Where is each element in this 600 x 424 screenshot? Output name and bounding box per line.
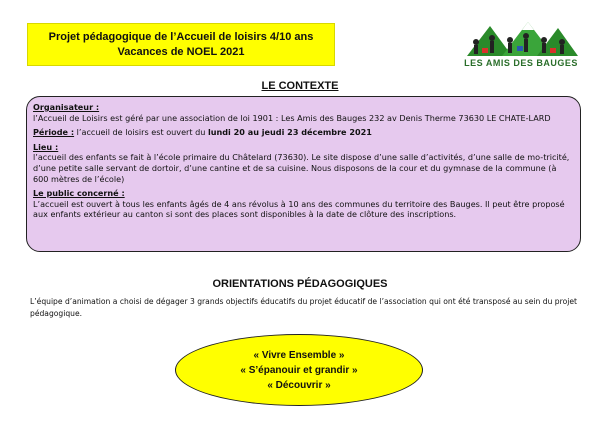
lieu-label: Lieu : <box>33 141 59 152</box>
children-mountains-logo-icon <box>462 18 580 58</box>
context-title: LE CONTEXTE <box>261 80 339 92</box>
header-title-line2: Vacances de NOEL 2021 <box>117 45 245 58</box>
public-label: Le public concerné : <box>33 188 125 199</box>
objectives-ellipse <box>175 334 423 406</box>
organisateur-label: Organisateur : <box>33 102 100 112</box>
public-text: L’accueil est ouvert à tous les enfants âgés de 4 ans révolus à 10 ans des communes du territoire des Bauges. Il peut être proposé aux enfants extérieur au canton si sont des places sont disponibles à la date de clôture des inscriptions. <box>33 198 565 220</box>
orientations-text: L’équipe d’animation a choisi de dégager 3 grands objectifs éducatifs du projet éducatif de l’association qui ont été transposé au sein du projet pédagogique. <box>30 297 577 318</box>
logo <box>462 18 580 76</box>
objective-item: « Découvrir » <box>267 379 331 391</box>
objective-item: « Vivre Ensemble » <box>253 349 345 361</box>
header-title-line1: Projet pédagogique de l’Accueil de loisirs 4/10 ans <box>48 30 314 43</box>
periode-label: Période : <box>33 127 75 138</box>
objective-item: « S’épanouir et grandir » <box>240 364 358 376</box>
organisateur-text: l’Accueil de Loisirs est géré par une association de loi 1901 : Les Amis des Bauges 232 av Denis Therme 73630 LE CHATE-LARD <box>33 112 551 123</box>
periode-dates: lundi 20 au jeudi 23 décembre 2021 <box>207 127 372 138</box>
header-title-box <box>27 23 335 66</box>
logo-text: LES AMIS DES BAUGES <box>464 58 578 68</box>
periode-text: l’accueil de loisirs est ouvert du <box>74 127 208 138</box>
lieu-text: l’accueil des enfants se fait à l’école primaire du Châtelard (73630). Le site dispose d’une salle d’activités, d’une salle de mo-tricité, d’une petite salle servant de dortoir, d’une cantine et de sa cuisine. Nous disposons de la cour et du gymnase de la commune (à 600 mètres de l’école) <box>33 152 570 184</box>
context-box <box>26 96 581 252</box>
orientations-title: ORIENTATIONS PÉDAGOGIQUES <box>212 278 388 290</box>
